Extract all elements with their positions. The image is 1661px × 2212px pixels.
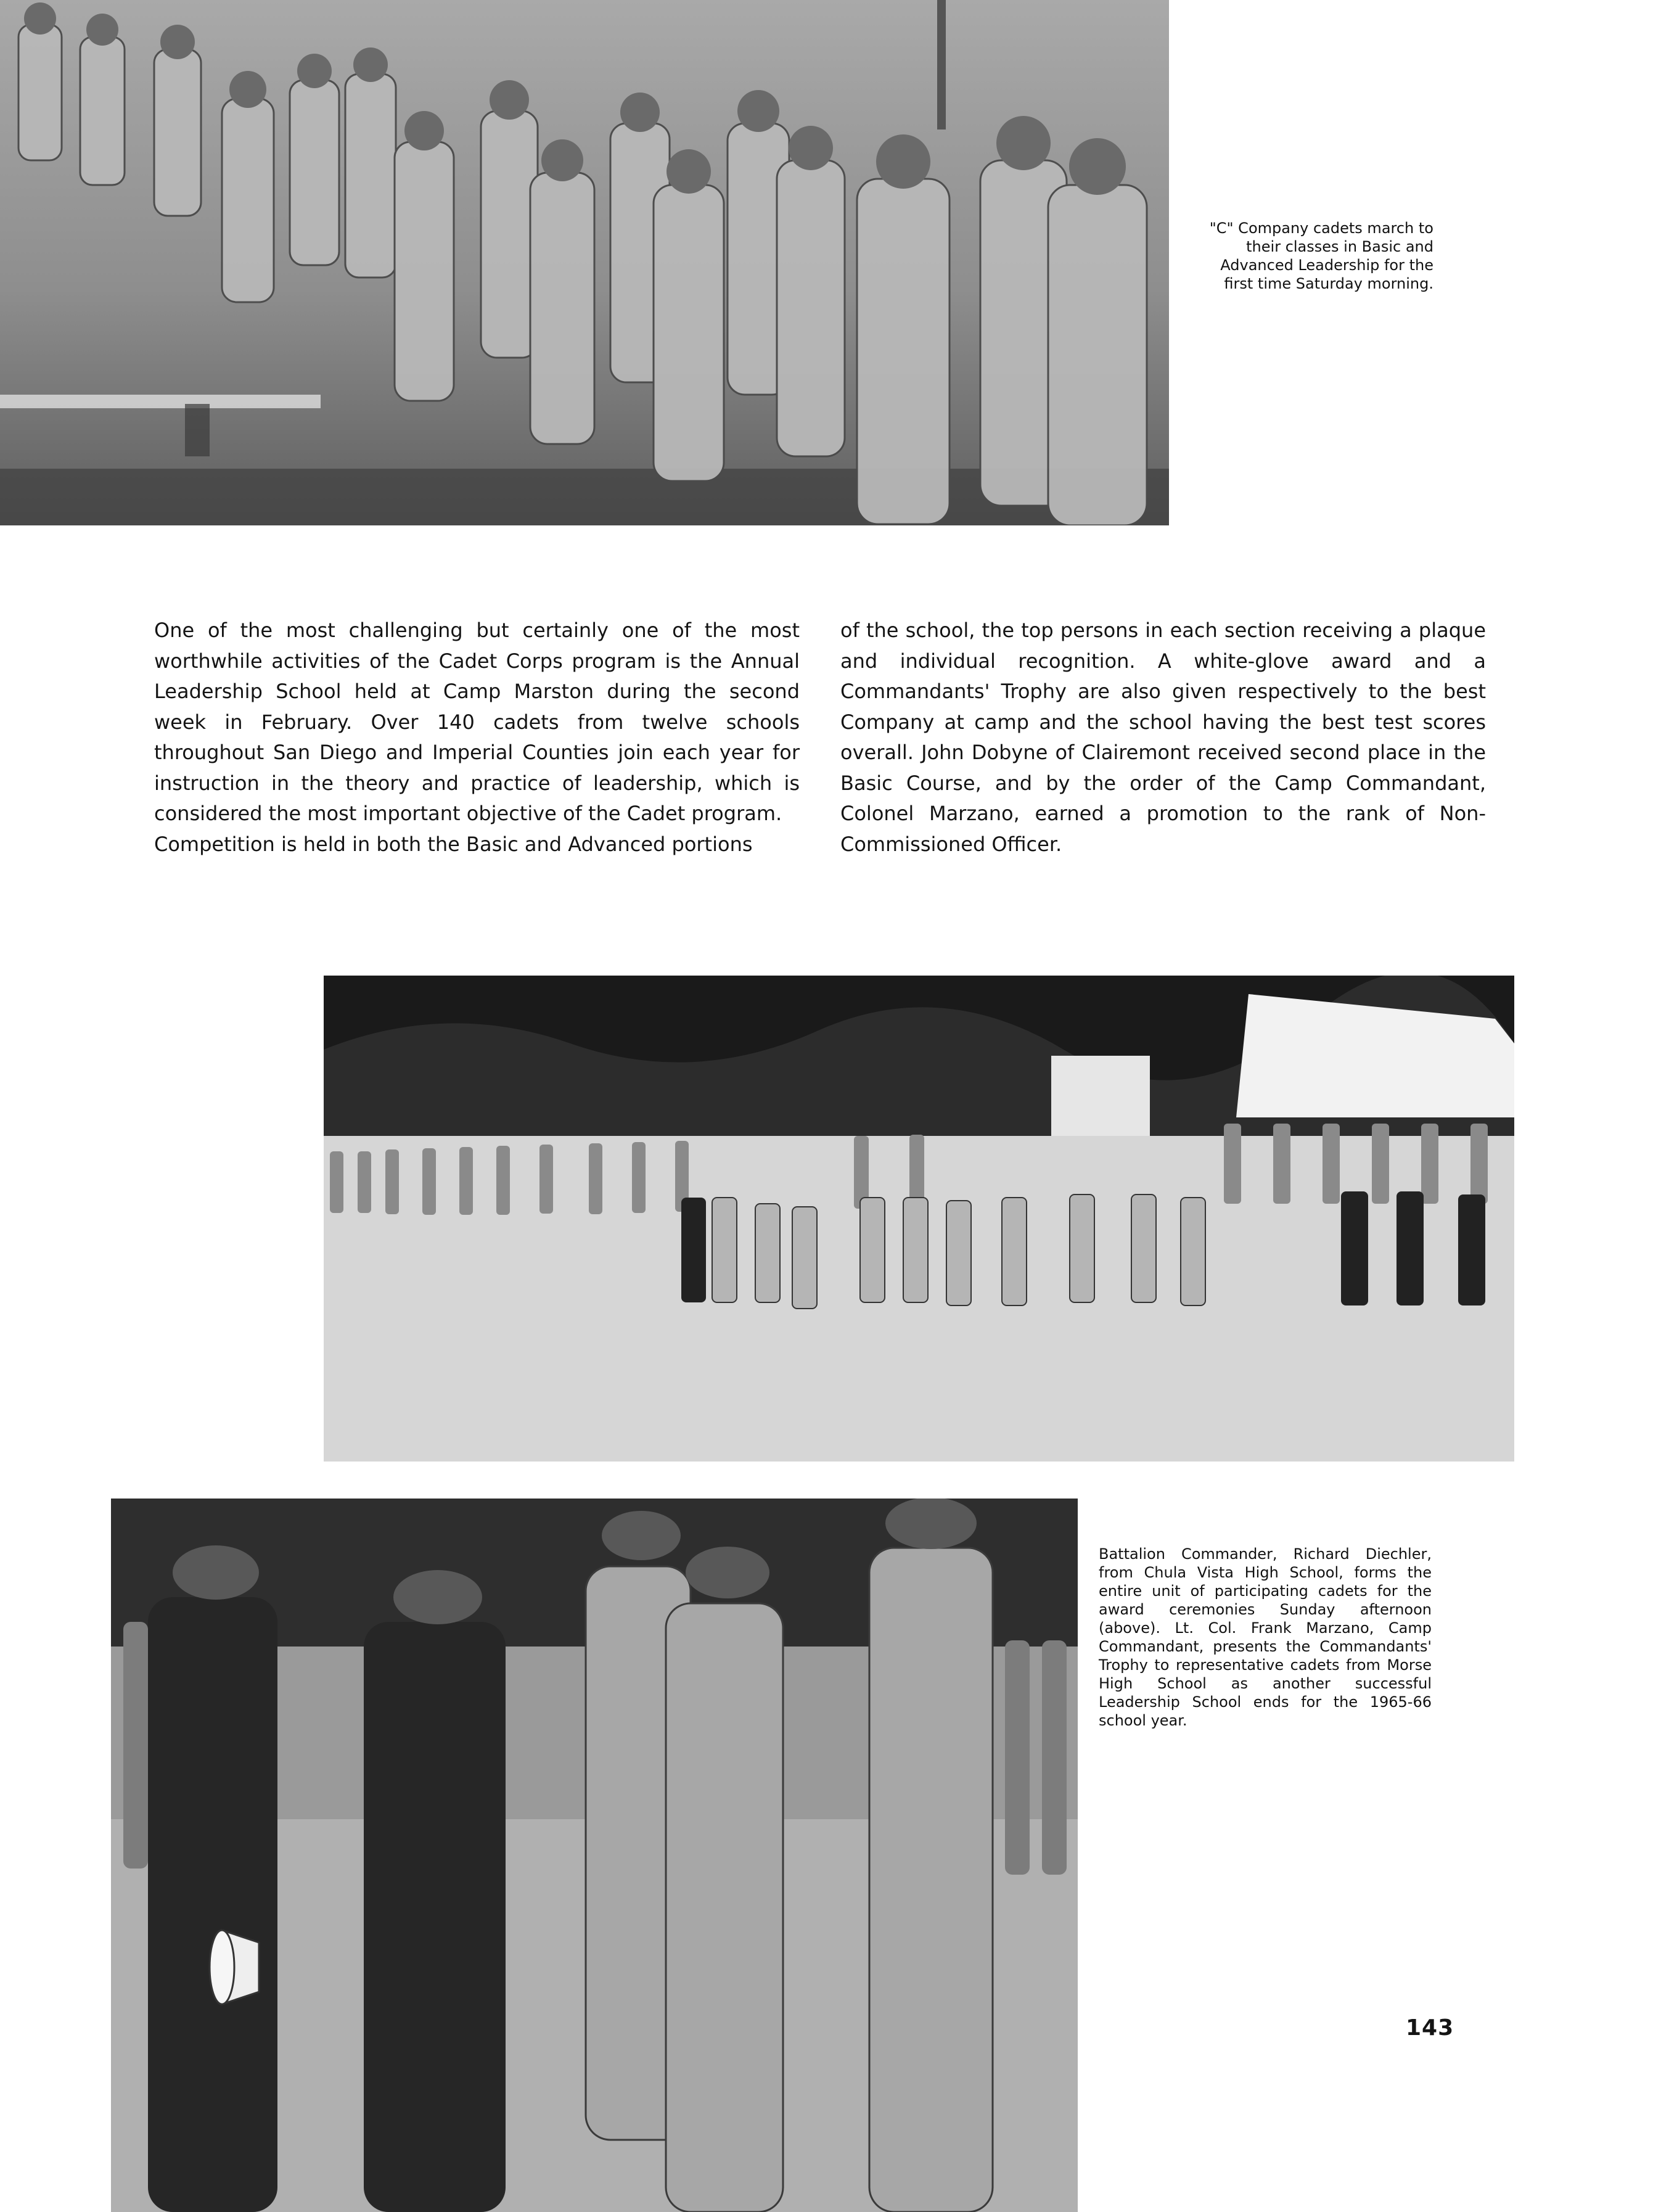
- article-paragraph: One of the most challenging but certainly one of the most worthwhile activities of the Cadet Corps program is the Annual Leadership School held at Camp Marston during the second week in February. Over 140 cadets from twelve schools throughout San Diego and Imperial Counties join each year for instruction in the theory and practice of leadership, which is considered the most important objective of the Cadet program.: [154, 619, 800, 825]
- article-right-column: [840, 615, 1486, 860]
- article-paragraph: Competition is held in both the Basic and Advanced portions: [154, 832, 753, 856]
- trophy-handshake-photo: [111, 1499, 1078, 2212]
- article-left-column: [154, 615, 800, 860]
- cadets-marching-icon: [0, 0, 1169, 525]
- awards-photo-caption: Battalion Commander, Richard Diechler, from Chula Vista High School, forms the entire unit of participating cadets for the award ceremonies Sunday afternoon (above). Lt. Col. Frank Marzano, Camp Commandant, presents the Commandants' Trophy to representative cadets from Morse High School as another successful Leadership School ends for the 1965-66 school year.: [1099, 1545, 1432, 1729]
- formation-icon: [324, 976, 1514, 1462]
- award-ceremony-formation-photo: [324, 976, 1514, 1462]
- page-number: 143: [1406, 2015, 1454, 2041]
- article-paragraph: of the school, the top persons in each section receiving a plaque and individual recognition. A white-glove award and a Commandants' Trophy are also given respectively to the best Company at camp and the school having the best test scores overall. John Dobyne of Clairemont received second place in the Basic Course, and by the order of the Camp Commandant, Colonel Marzano, earned a promotion to the rank of Non-Commissioned Officer.: [840, 619, 1486, 856]
- cadets-marching-photo: [0, 0, 1169, 525]
- march-photo-caption: "C" Company cadets march to their classes in Basic and Advanced Leadership for the first time Saturday morning.: [1209, 220, 1433, 292]
- handshake-icon: [111, 1499, 1078, 2212]
